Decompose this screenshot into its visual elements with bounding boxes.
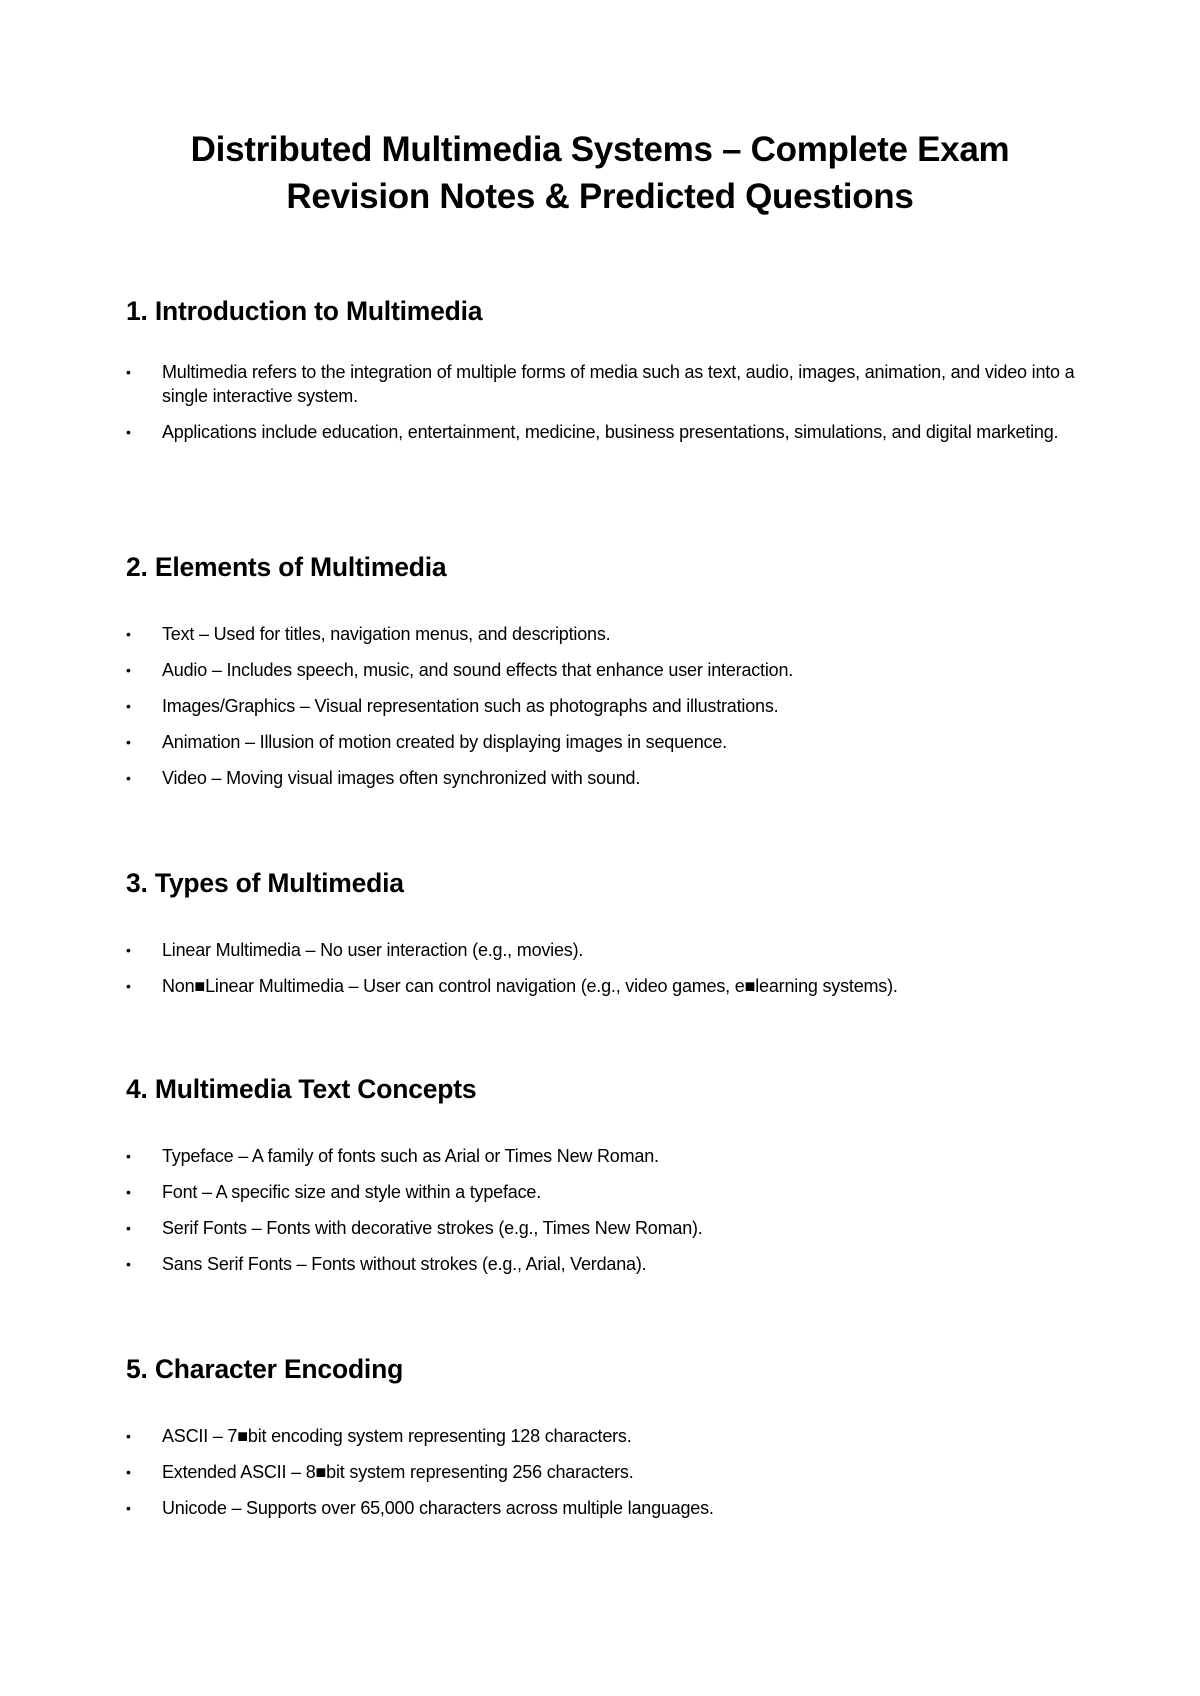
- list-item: [126, 938, 1086, 962]
- list-item-text: Animation – Illusion of motion created by displaying images in sequence.: [162, 732, 727, 752]
- list-item-text: Multimedia refers to the integration of multiple forms of media such as text, audio, images, animation, and video into a single interactive system.: [162, 362, 1075, 406]
- section-introduction: [126, 295, 1086, 444]
- section-elements: [126, 551, 1086, 790]
- list-item: [126, 1252, 1086, 1276]
- list-item-text: Non■Linear Multimedia – User can control navigation (e.g., video games, e■learning systems).: [162, 976, 898, 996]
- bullet-icon: •: [126, 734, 131, 750]
- document-title-line-2: Revision Notes & Predicted Questions: [286, 177, 914, 216]
- list-item-text: Video – Moving visual images often synchronized with sound.: [162, 768, 641, 788]
- bullet-list: [126, 1144, 1086, 1276]
- list-item: [126, 658, 1086, 682]
- list-item: [126, 974, 1086, 998]
- section-heading: 1. Introduction to Multimedia: [126, 296, 483, 326]
- list-item: [126, 1180, 1086, 1204]
- list-item-text: Images/Graphics – Visual representation such as photographs and illustrations.: [162, 696, 779, 716]
- section-heading: 4. Multimedia Text Concepts: [126, 1074, 477, 1104]
- bullet-icon: •: [126, 1428, 131, 1444]
- bullet-icon: •: [126, 1256, 131, 1272]
- section-types: [126, 867, 1086, 998]
- bullet-icon: •: [126, 1500, 131, 1516]
- section-heading: 3. Types of Multimedia: [126, 868, 404, 898]
- list-item: [126, 360, 1086, 408]
- bullet-icon: •: [126, 1464, 131, 1480]
- section-character-encoding: [126, 1353, 1086, 1520]
- list-item-text: Typeface – A family of fonts such as Arial or Times New Roman.: [162, 1146, 659, 1166]
- list-item-text: Font – A specific size and style within a typeface.: [162, 1182, 542, 1202]
- section-heading: 2. Elements of Multimedia: [126, 552, 447, 582]
- list-item: [126, 420, 1086, 444]
- list-item-text: Audio – Includes speech, music, and sound effects that enhance user interaction.: [162, 660, 794, 680]
- list-item-text: Sans Serif Fonts – Fonts without strokes (e.g., Arial, Verdana).: [162, 1254, 647, 1274]
- bullet-icon: •: [126, 698, 131, 714]
- list-item-text: Extended ASCII – 8■bit system representing 256 characters.: [162, 1462, 634, 1482]
- section-heading: 5. Character Encoding: [126, 1354, 404, 1384]
- list-item: [126, 1424, 1086, 1448]
- bullet-icon: •: [126, 1220, 131, 1236]
- list-item: [126, 622, 1086, 646]
- list-item-text: ASCII – 7■bit encoding system representing 128 characters.: [162, 1426, 632, 1446]
- list-item: [126, 766, 1086, 790]
- list-item-text: Unicode – Supports over 65,000 characters across multiple languages.: [162, 1498, 714, 1518]
- list-item: [126, 1460, 1086, 1484]
- bullet-icon: •: [126, 978, 131, 994]
- bullet-icon: •: [126, 364, 131, 380]
- list-item: [126, 730, 1086, 754]
- list-item: [126, 1496, 1086, 1520]
- list-item-text: Text – Used for titles, navigation menus, and descriptions.: [162, 624, 611, 644]
- list-item: [126, 1144, 1086, 1168]
- bullet-list: [126, 360, 1086, 444]
- bullet-icon: •: [126, 770, 131, 786]
- list-item-text: Linear Multimedia – No user interaction (e.g., movies).: [162, 940, 584, 960]
- list-item: [126, 1216, 1086, 1240]
- bullet-list: [126, 1424, 1086, 1520]
- bullet-icon: •: [126, 1184, 131, 1200]
- document-title: [100, 126, 1100, 220]
- document-title-line-1: Distributed Multimedia Systems – Complete Exam: [190, 130, 1010, 169]
- bullet-icon: •: [126, 626, 131, 642]
- bullet-icon: •: [126, 1148, 131, 1164]
- bullet-icon: •: [126, 662, 131, 678]
- list-item-text: Serif Fonts – Fonts with decorative strokes (e.g., Times New Roman).: [162, 1218, 703, 1238]
- bullet-icon: •: [126, 942, 131, 958]
- bullet-list: [126, 622, 1086, 790]
- section-text-concepts: [126, 1073, 1086, 1276]
- list-item: [126, 694, 1086, 718]
- bullet-icon: •: [126, 424, 131, 440]
- bullet-list: [126, 938, 1086, 998]
- list-item-text: Applications include education, entertainment, medicine, business presentations, simulations, and digital marketing.: [162, 422, 1059, 442]
